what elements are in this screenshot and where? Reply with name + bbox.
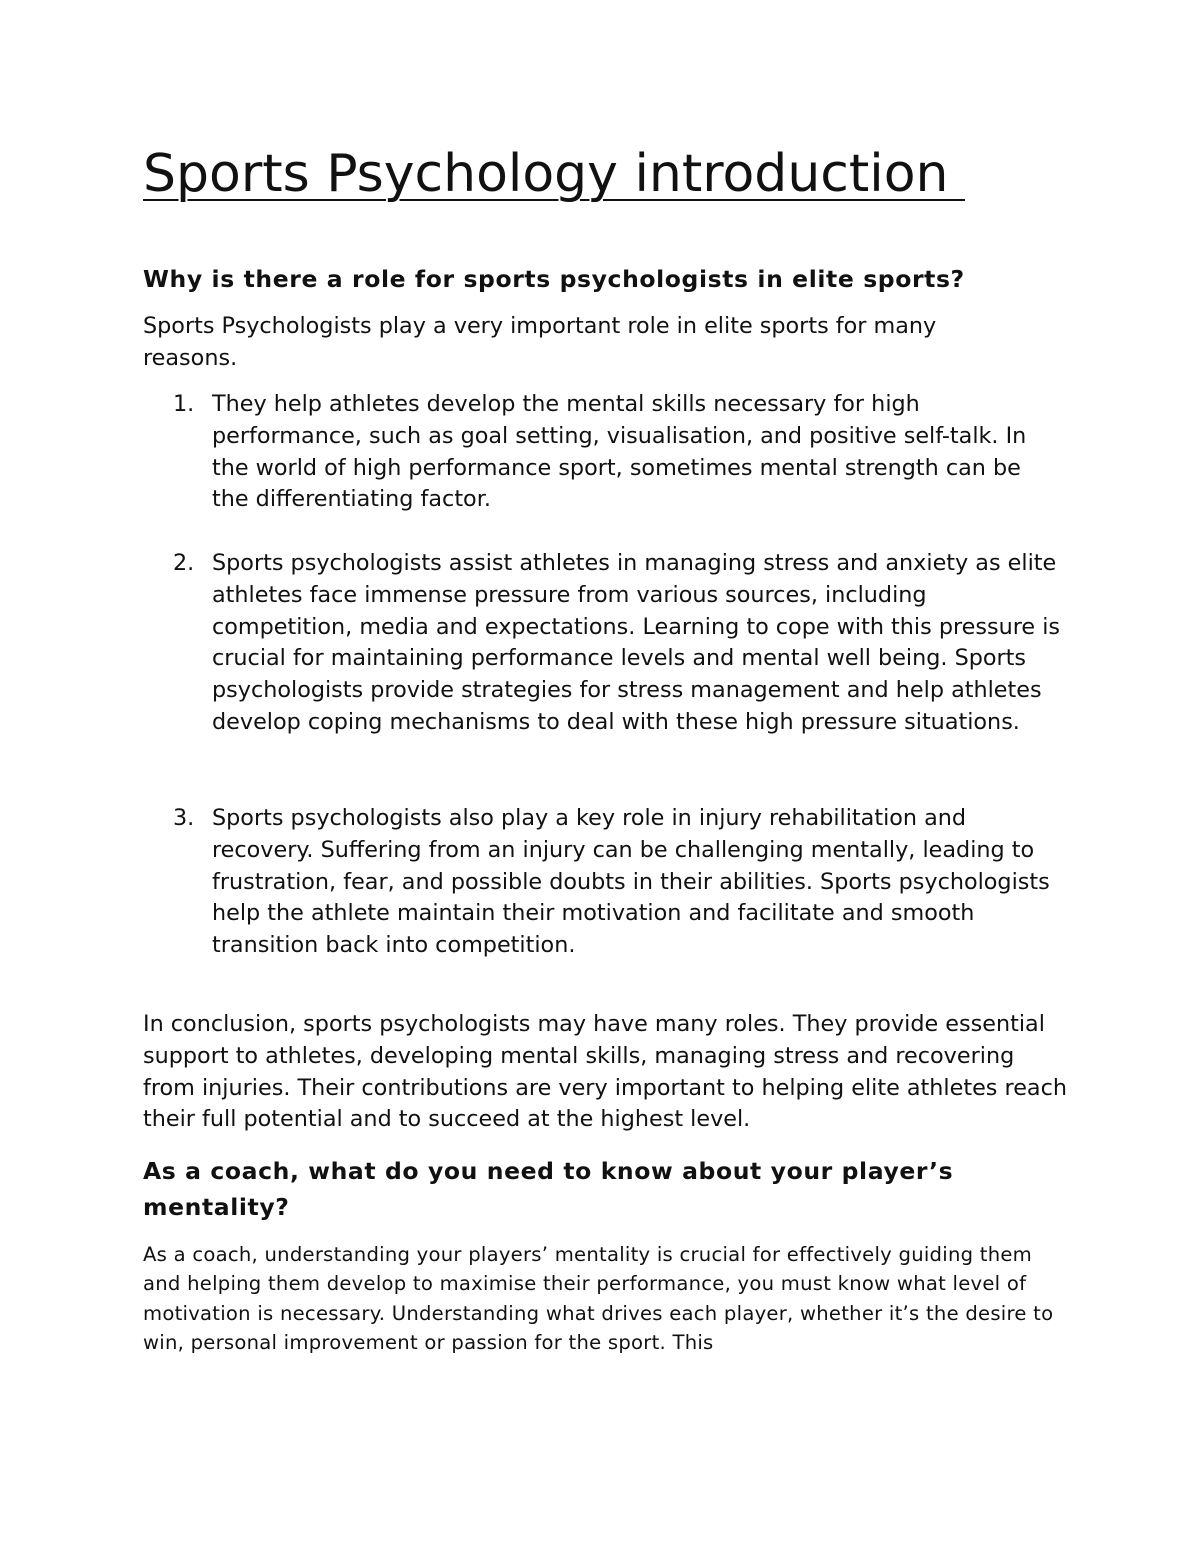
list-item-number: 3. (173, 805, 195, 831)
conclusion-paragraph: In conclusion, sports psychologists may have many roles. They provide essential support to athletes, developing mental skills, managing stress and recovering from injuries. Their contributions are very important to helping elite athletes reach their full potential and to succeed at the highest level. (143, 1011, 1067, 1133)
list-item-text: They help athletes develop the mental skills necessary for high performance, such as goal setting, visualisation, and positive self-talk. In the world of high performance sport, sometimes mental strength can be the differentiating factor. (212, 391, 1027, 513)
list-item-text: Sports psychologists also play a key role in injury rehabilitation and recovery. Suffering from an injury can be challenging mentally, leading to frustration, fear, and possible doubts in their abilities. Sports psychologists help the athlete maintain their motivation and facilitate and smooth transition back into competition. (212, 805, 1050, 959)
section-heading-role: Why is there a role for sports psychologists in elite sports? (143, 265, 965, 293)
list-item-text: Sports psychologists assist athletes in managing stress and anxiety as elite athletes face immense pressure from various sources, including competition, media and expectations. Learning to cope with this pressure is crucial for maintaining performance levels and mental well being. Sports psychologists provide strategies for stress management and help athletes develop coping mechanisms to deal with these high pressure situations. (212, 550, 1061, 735)
intro-paragraph: Sports Psychologists play a very important role in elite sports for many reasons. (143, 313, 937, 371)
section-heading-coach: As a coach, what do you need to know about your player’s mentality? (143, 1157, 954, 1221)
coach-paragraph: As a coach, understanding your players’ mentality is crucial for effectively guiding them and helping them develop to maximise their performance, you must know what level of motivation is necessary. Understanding what drives each player, whether it’s the desire to win, personal improvement or passion for the sport. This (143, 1243, 1054, 1355)
document-title: Sports Psychology introduction (143, 144, 965, 204)
list-item-number: 2. (173, 550, 195, 576)
list-item-number: 1. (173, 391, 195, 417)
